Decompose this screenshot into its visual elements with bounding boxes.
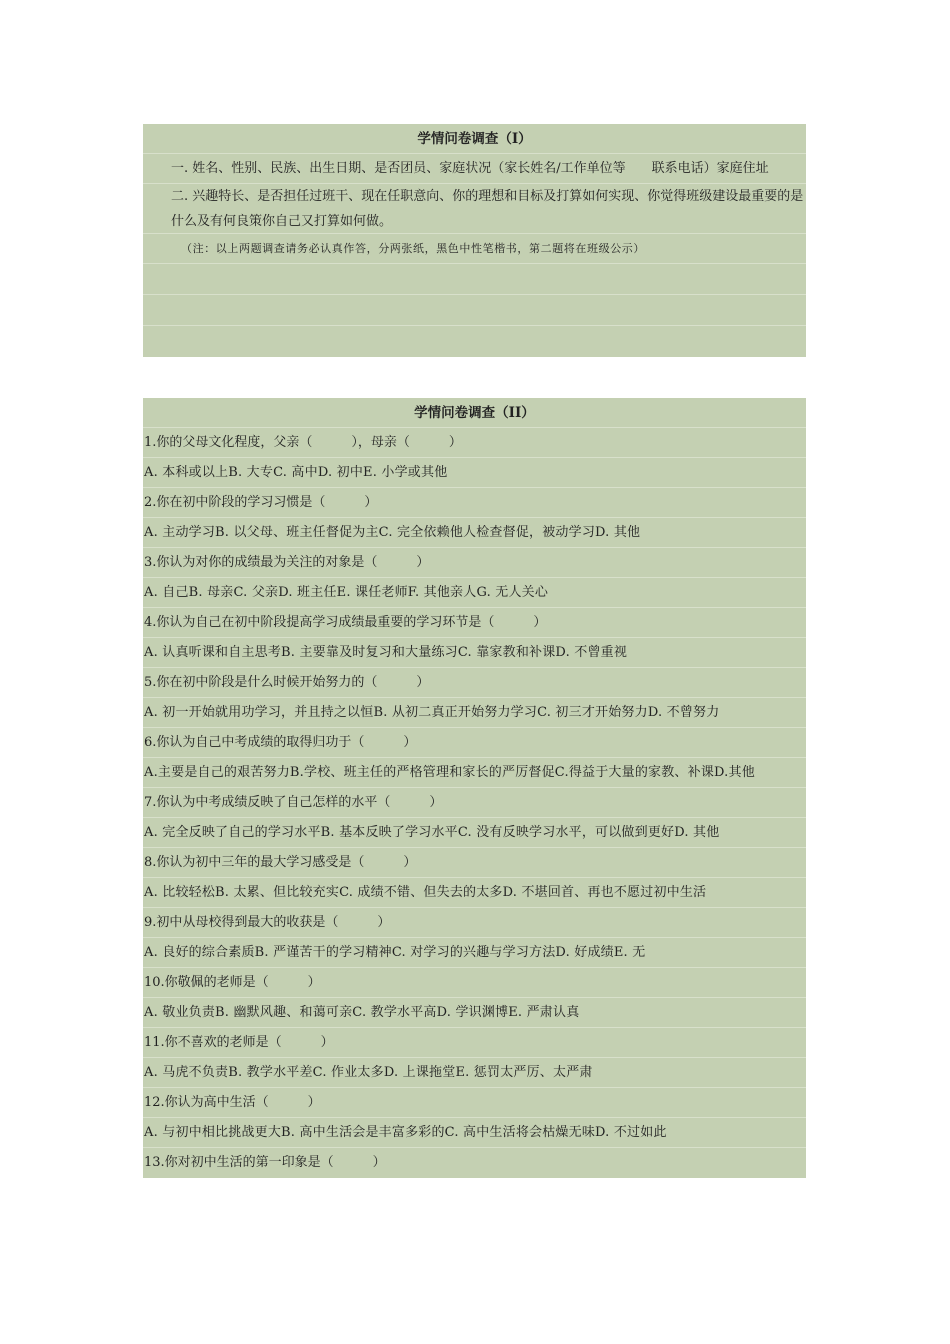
survey-1-note: （注：以上两题调查请务必认真作答，分两张纸，黑色中性笔楷书，第二题将在班级公示）: [143, 234, 806, 264]
blank-row: [143, 326, 806, 357]
survey-1-title: 学情问卷调查（I）: [143, 124, 806, 154]
document-page: [143, 124, 806, 1178]
blank-row: [143, 264, 806, 295]
question: 1.你的父母文化程度，父亲（ ），母亲（ ）: [143, 428, 806, 458]
question: 4.你认为自己在初中阶段提高学习成绩最重要的学习环节是（ ）: [143, 608, 806, 638]
survey-1-question-1: 一. 姓名、性别、民族、出生日期、是否团员、家庭状况（家长姓名/工作单位等 联系电话）家庭住址: [143, 154, 806, 184]
answer-options: A. 敬业负责B. 幽默风趣、和蔼可亲C. 教学水平高D. 学识渊博E. 严肃认真: [143, 998, 806, 1028]
question: 2.你在初中阶段的学习习惯是（ ）: [143, 488, 806, 518]
survey-part-1: [143, 124, 806, 357]
answer-options: A.主要是自己的艰苦努力B.学校、班主任的严格管理和家长的严厉督促C.得益于大量的家教、补课D.其他: [143, 758, 806, 788]
question: 5.你在初中阶段是什么时候开始努力的（ ）: [143, 668, 806, 698]
answer-options: A. 良好的综合素质B. 严谨苦干的学习精神C. 对学习的兴趣与学习方法D. 好成绩E. 无: [143, 938, 806, 968]
answer-options: A. 马虎不负责B. 教学水平差C. 作业太多D. 上课拖堂E. 惩罚太严厉、太严肃: [143, 1058, 806, 1088]
answer-options: A. 本科或以上B. 大专C. 高中D. 初中E. 小学或其他: [143, 458, 806, 488]
question: 11.你不喜欢的老师是（ ）: [143, 1028, 806, 1058]
question: 12.你认为高中生活（ ）: [143, 1088, 806, 1118]
answer-options: A. 比较轻松B. 太累、但比较充实C. 成绩不错、但失去的太多D. 不堪回首、再也不愿过初中生活: [143, 878, 806, 908]
question: 3.你认为对你的成绩最为关注的对象是（ ）: [143, 548, 806, 578]
survey-part-2: [143, 398, 806, 1178]
question: 10.你敬佩的老师是（ ）: [143, 968, 806, 998]
survey-1-question-2: 二. 兴趣特长、是否担任过班干、现在任职意向、你的理想和目标及打算如何实现、你觉得班级建设最重要的是什么及有何良策你自己又打算如何做。: [143, 184, 806, 234]
question: 6.你认为自己中考成绩的取得归功于（ ）: [143, 728, 806, 758]
question: 9.初中从母校得到最大的收获是（ ）: [143, 908, 806, 938]
question: 13.你对初中生活的第一印象是（ ）: [144, 1155, 386, 1170]
answer-options: A. 主动学习B. 以父母、班主任督促为主C. 完全依赖他人检查督促，被动学习D. 其他: [143, 518, 806, 548]
answer-options: A. 与初中相比挑战更大B. 高中生活会是丰富多彩的C. 高中生活将会枯燥无味D. 不过如此: [143, 1118, 806, 1148]
answer-options: A. 认真听课和自主思考B. 主要靠及时复习和大量练习C. 靠家教和补课D. 不曾重视: [143, 638, 806, 668]
answer-options: A. 完全反映了自己的学习水平B. 基本反映了学习水平C. 没有反映学习水平，可以做到更好D. 其他: [143, 818, 806, 848]
section-gap: [143, 357, 806, 398]
question: 8.你认为初中三年的最大学习感受是（ ）: [143, 848, 806, 878]
blank-row: [143, 295, 806, 326]
answer-options: A. 自己B. 母亲C. 父亲D. 班主任E. 课任老师F. 其他亲人G. 无人关心: [143, 578, 806, 608]
answer-options: A. 初一开始就用功学习，并且持之以恒B. 从初二真正开始努力学习C. 初三才开始努力D. 不曾努力: [143, 698, 806, 728]
survey-2-title: 学情问卷调查（II）: [143, 398, 806, 428]
question: 7.你认为中考成绩反映了自己怎样的水平（ ）: [143, 788, 806, 818]
